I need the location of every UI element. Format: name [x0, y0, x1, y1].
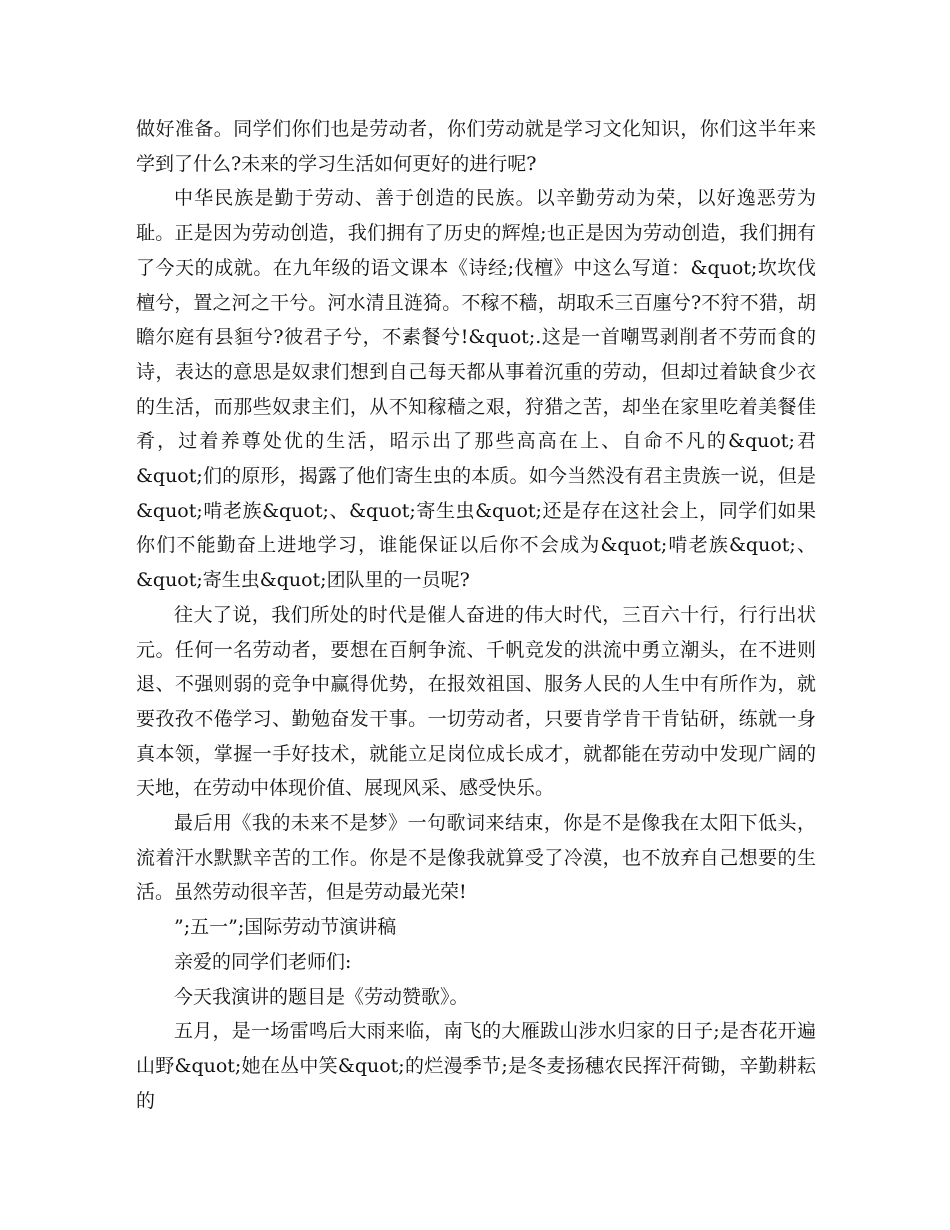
salutation: 亲爱的同学们老师们:	[174, 950, 352, 973]
paragraph-2: 中华民族是勤于劳动、善于创造的民族。以辛勤劳动为荣，以好逸恶劳为耻。正是因为劳动创造，我们拥有了历史的辉煌;也正是因为劳动创造，我们拥有了今天的成就。在九年级的语文课本《诗经;伐檀》中这么写道：&quot;坎坎伐檀兮，置之河之干兮。河水清且涟猗。不稼不穑，胡取禾三百廛兮?不狩不猎，胡瞻尔庭有县貆兮?彼君子兮，不素餐兮!&quot;.这是一首嘲骂剥削者不劳而食的诗，表达的意思是奴隶们想到自己每天都从事着沉重的劳动，但却过着缺食少衣的生活，而那些奴隶主们，从不知稼穑之艰，狩猎之苦，却坐在家里吃着美餐佳肴，过着养尊处优的生活，昭示出了那些高高在上、自命不凡的&quot;君&quot;们的原形，揭露了他们寄生虫的本质。如今当然没有君主贵族一说，但是&quot;啃老族&quot;、&quot;寄生虫&quot;还是存在这社会上，同学们如果你们不能勤奋上进地学习，谁能保证以后你不会成为&quot;啃老族&quot;、&quot;寄生虫&quot;团队里的一员呢?	[136, 187, 816, 592]
paragraph-4: 最后用《我的未来不是梦》一句歌词来结束，你是不是像我在太阳下低头，流着汗水默默辛苦的工作。你是不是像我就算受了冷漠，也不放弃自己想要的生活。虽然劳动很辛苦，但是劳动最光荣!	[136, 812, 816, 904]
paragraph-1: 做好准备。同学们你们也是劳动者，你们劳动就是学习文化知识，你们这半年来学到了什么?未来的学习生活如何更好的进行呢?	[136, 118, 816, 175]
paragraph-8: 五月，是一场雷鸣后大雨来临，南飞的大雁跋山涉水归家的日子;是杏花开遍山野&quot;她在丛中笑&quot;的烂漫季节;是冬麦扬穗农民挥汗荷锄，辛勤耕耘的	[136, 1020, 816, 1112]
document-body	[136, 112, 816, 1118]
section-title: ”;五一”;国际劳动节演讲稿	[174, 916, 397, 939]
paragraph-3: 往大了说，我们所处的时代是催人奋进的伟大时代，三百六十行，行行出状元。任何一名劳动者，要想在百舸争流、千帆竞发的洪流中勇立潮头，在不进则退、不强则弱的竞争中赢得优势，在报效祖国、服务人民的人生中有所作为，就要孜孜不倦学习、勤勉奋发干事。一切劳动者，只要肯学肯干肯钻研，练就一身真本领，掌握一手好技术，就能立足岗位成长成才，就都能在劳动中发现广阔的天地，在劳动中体现价值、展现风采、感受快乐。	[136, 603, 816, 800]
speech-topic: 今天我演讲的题目是《劳动赞歌》。	[174, 985, 469, 1008]
